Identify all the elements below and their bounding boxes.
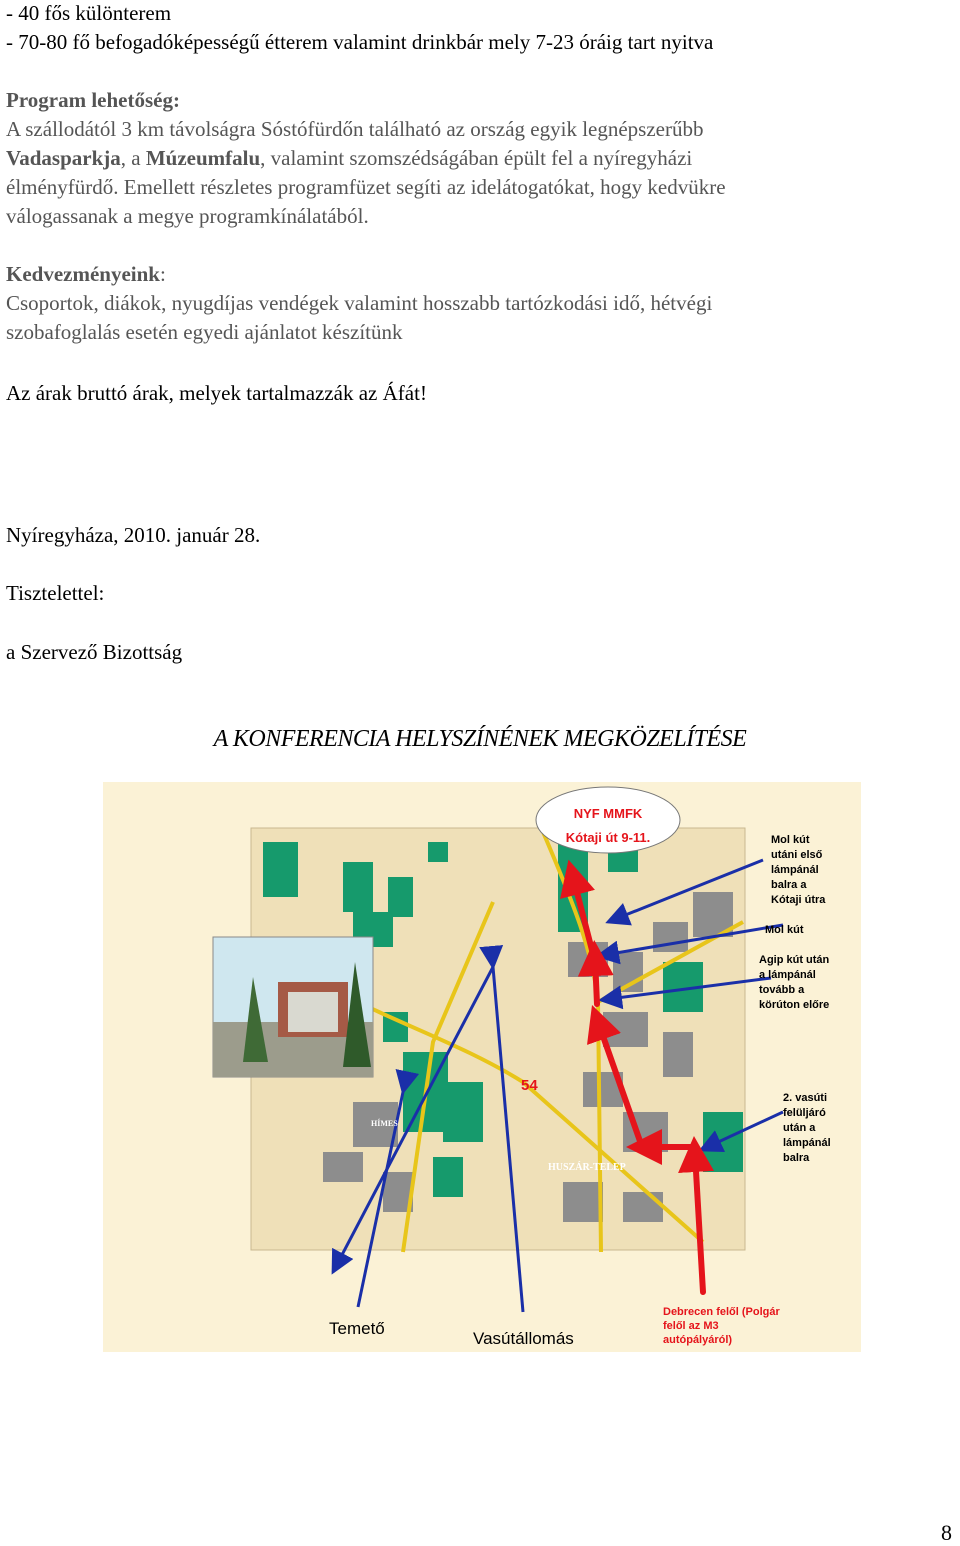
program-line-2 (6, 145, 692, 171)
discount-colon: : (159, 262, 166, 286)
note-mol: Mol kút (765, 924, 804, 936)
date-line: Nyíregyháza, 2010. január 28. (6, 523, 261, 547)
road-number-54: 54 (521, 1077, 538, 1094)
page-number: 8 (941, 1520, 952, 1545)
note-agip: Agip kút után a lámpánál tovább a körúton előre (759, 954, 830, 1011)
capacity-line-1: - 40 fős különterem (6, 1, 172, 25)
label-vasutallomas: Vasútállomás (473, 1329, 574, 1348)
program-heading: Program lehetőség: (6, 88, 180, 112)
location-map (103, 782, 861, 1352)
program-text: , valamint szomszédságában épült fel a nyíregyházi (260, 146, 693, 170)
vat-note: Az árak bruttó árak, melyek tartalmazzák az Áfát! (6, 381, 427, 405)
label-temeto: Temető (329, 1319, 385, 1338)
discount-heading-text: Kedvezményeink (6, 262, 160, 286)
muzeumfalu-text: Múzeumfalu (145, 146, 261, 170)
building-photo (213, 937, 373, 1077)
signature: a Szervező Bizottság (6, 640, 183, 664)
program-text: , a (120, 146, 146, 170)
section-title: A KONFERENCIA HELYSZÍNÉNEK MEGKÖZELÍTÉSE (213, 726, 747, 752)
discount-line-2: szobafoglalás esetén egyedi ajánlatot készítünk (6, 320, 403, 344)
bubble-line-1: NYF MMFK (573, 806, 643, 821)
note-mol-first-light: Mol kút utáni első lámpánál balra a Kótaji útra (771, 834, 826, 906)
district-label-1: HÍMES (371, 1119, 398, 1128)
program-line-4: válogassanak a megye programkínálatából. (6, 204, 369, 228)
greeting: Tisztelettel: (6, 581, 105, 605)
discount-heading (6, 261, 166, 287)
program-line-1: A szállodától 3 km távolságra Sóstófürdőn található az ország egyik legnépszerűbb (6, 117, 704, 141)
vadaspark-text: Vadasparkja (6, 146, 121, 170)
bubble-line-2: Kótaji út 9-11. (565, 830, 651, 845)
destination-bubble (536, 787, 680, 853)
capacity-line-2: - 70-80 fő befogadóképességű étterem valamint drinkbár mely 7-23 óráig tart nyitva (6, 30, 714, 54)
district-label-2: HUSZÁR-TELEP (548, 1162, 626, 1173)
program-line-3: élményfürdő. Emellett részletes programfüzet segíti az idelátogatókat, hogy kedvükre (6, 175, 726, 199)
note-railway-overpass: 2. vasúti felüljáró után a lámpánál balra (783, 1092, 831, 1164)
label-debrecen: Debrecen felől (Polgár felől az M3 autópályáról) (663, 1306, 780, 1346)
discount-line-1: Csoportok, diákok, nyugdíjas vendégek valamint hosszabb tartózkodási idő, hétvégi (6, 291, 713, 315)
